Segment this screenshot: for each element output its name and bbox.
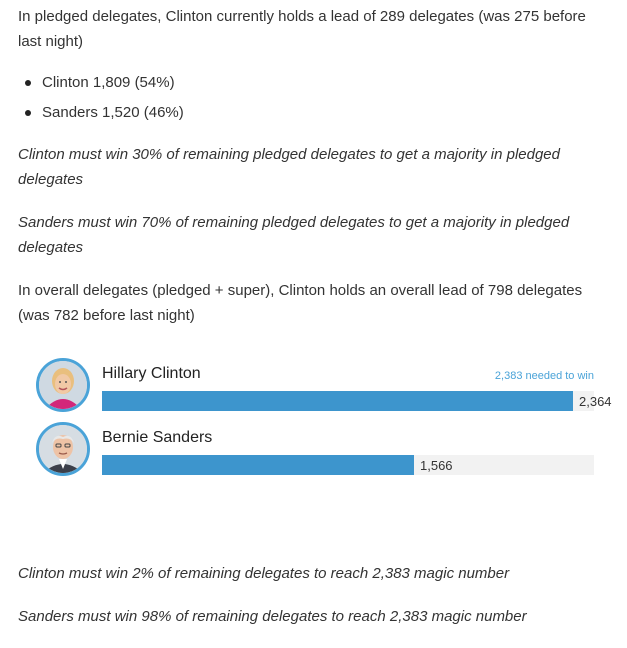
bar-track-sanders <box>102 455 594 475</box>
hillary-clinton-portrait-icon <box>36 358 90 412</box>
value-label-sanders: 1,566 <box>420 458 453 473</box>
bar-track-clinton <box>102 391 612 411</box>
list-item-sanders-pledged: Sanders 1,520 (46%) <box>18 98 184 128</box>
pledged-lead-paragraph: In pledged delegates, Clinton currently holds a lead of 289 delegates (was 275 before last night) <box>18 8 586 50</box>
sanders-pledged-need-paragraph: Sanders must win 70% of remaining pledged delegates to get a majority in pledged delegates <box>18 214 570 256</box>
bernie-sanders-portrait-icon <box>36 422 90 476</box>
needed-to-win-label: 2,383 needed to win <box>494 370 594 382</box>
value-label-clinton: 2,364 <box>579 394 612 409</box>
candidate-name-sanders: Bernie Sanders <box>102 429 213 446</box>
candidate-row-sanders <box>36 422 596 482</box>
delegate-count-chart <box>36 358 612 488</box>
candidate-name-clinton: Hillary Clinton <box>102 365 201 382</box>
candidate-row-clinton <box>36 358 612 418</box>
clinton-pledged-need-paragraph: Clinton must win 30% of remaining pledged delegates to get a majority in pledged delegates <box>18 146 560 188</box>
sanders-magic-number-paragraph: Sanders must win 98% of remaining delegates to reach 2,383 magic number <box>18 608 527 625</box>
clinton-magic-number-paragraph: Clinton must win 2% of remaining delegates to reach 2,383 magic number <box>18 565 510 582</box>
overall-lead-paragraph: In overall delegates (pledged + super), Clinton holds an overall lead of 798 delegates (was 782 before last night) <box>18 282 583 324</box>
bar-clinton <box>102 391 573 411</box>
bar-sanders <box>102 455 414 475</box>
pledged-delegates-list <box>18 68 184 128</box>
list-item-clinton-pledged: Clinton 1,809 (54%) <box>18 68 184 98</box>
